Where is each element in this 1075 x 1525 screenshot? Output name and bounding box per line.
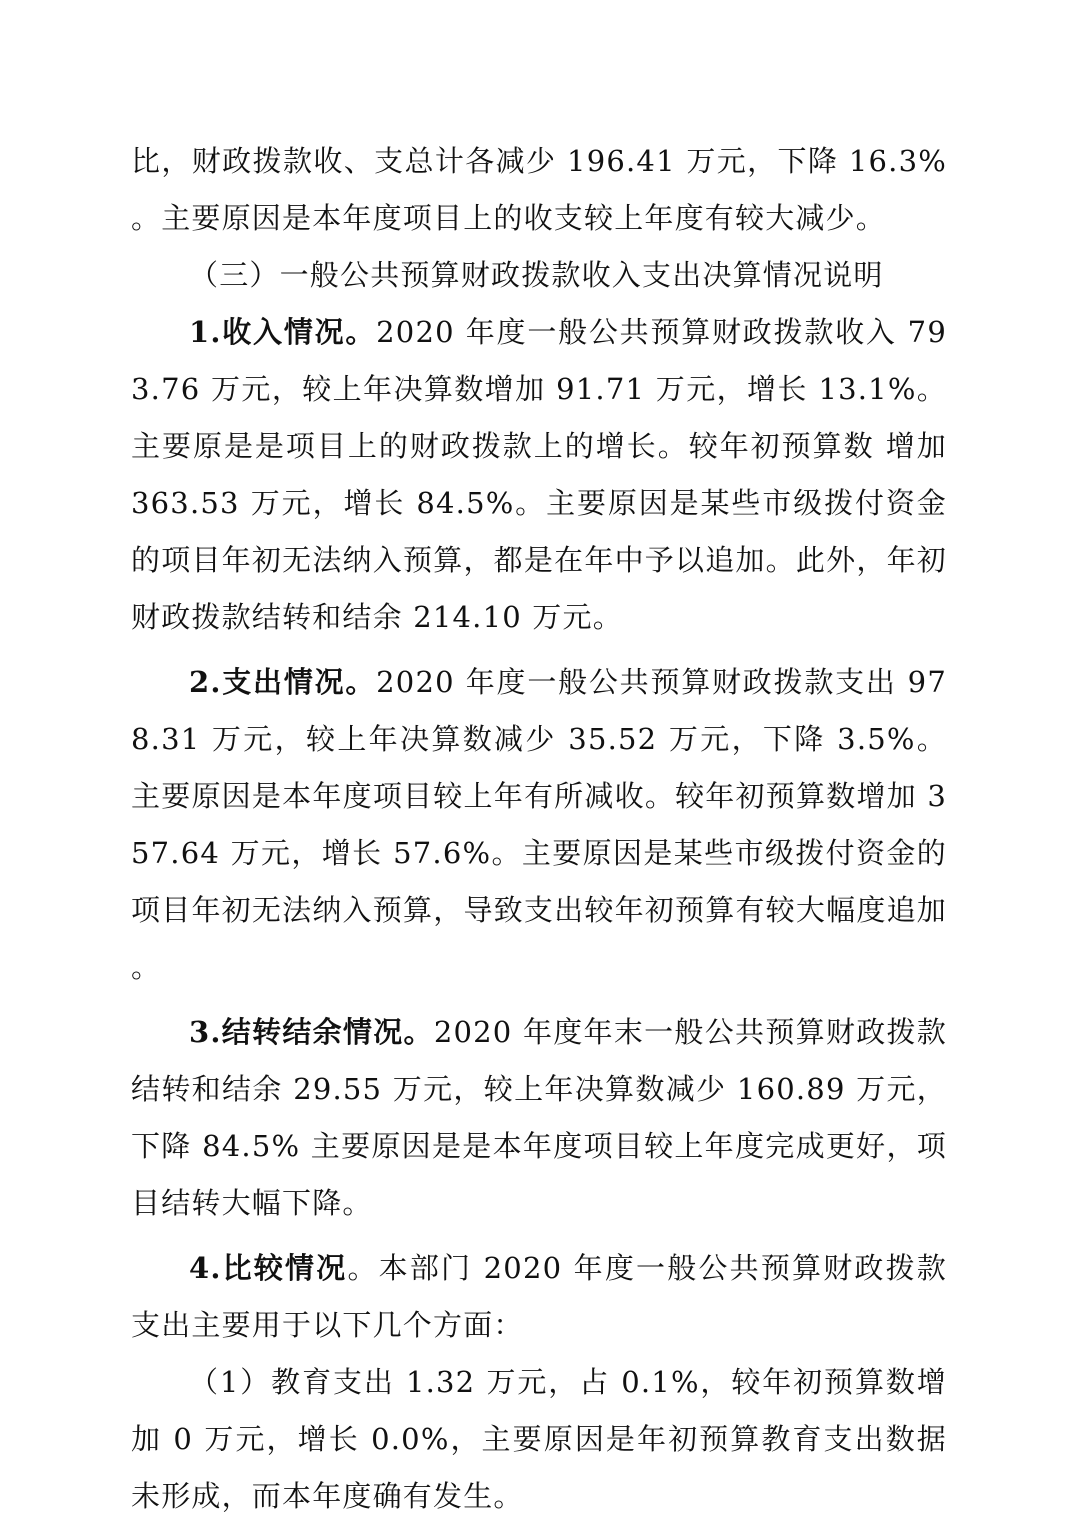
paragraph-expenditure [131,654,947,996]
paragraph-lead: 3.结转结余情况。 [189,1015,434,1049]
section-heading: （三）一般公共预算财政拨款收入支出决算情况说明 [189,258,884,292]
paragraph-text: 比，财政拨款收、支总计各减少 196.41 万元，下降 16.3%。主要原因是本年度项目上的收支较上年度有较大减少。 [131,144,947,235]
paragraph-continuation [131,133,947,247]
paragraph-lead: 1.收入情况。 [189,315,377,349]
paragraph-education [131,1354,947,1525]
paragraph-text: 2020 年度一般公共预算财政拨款支出 978.31 万元，较上年决算数减少 35.52 万元，下降 3.5%。主要原因是本年度项目较上年有所减收。较年初预算数增加 357.64 万元，增长 57.6%。主要原因是某些市级拨付资金的项目年初无法纳入预算，导致支出较年初预算有较大幅度追加。 [131,665,947,984]
paragraph-text: 2020 年度年末一般公共预算财政拨款结转和结余 29.55 万元，较上年决算数减少 160.89 万元，下降 84.5% 主要原因是是本年度项目较上年度完成更好，项目结转大幅下降。 [131,1015,947,1220]
paragraph-comparison [131,1240,947,1354]
document-body [131,133,947,1525]
paragraph-lead: 2.支出情况。 [189,665,377,699]
paragraph-lead: 4.比较情况 [189,1251,348,1285]
paragraph-carryover [131,1004,947,1232]
paragraph-income [131,304,947,646]
paragraph-text: 2020 年度一般公共预算财政拨款收入 793.76 万元，较上年决算数增加 91.71 万元，增长 13.1%。主要原是是项目上的财政拨款上的增长。较年初预算数 增加 363.53 万元，增长 84.5%。主要原因是某些市级拨付资金的项目年初无法纳入预算，都是在年中予以追加。此外，年初财政拨款结转和结余 214.10 万元。 [131,315,947,634]
paragraph-text: 。本部门 2020 年度一般公共预算财政拨款支出主要用于以下几个方面： [131,1251,947,1342]
paragraph-text: （1）教育支出 1.32 万元，占 0.1%，较年初预算数增加 0 万元，增长 0.0%，主要原因是年初预算教育支出数据未形成，而本年度确有发生。 [131,1365,947,1513]
